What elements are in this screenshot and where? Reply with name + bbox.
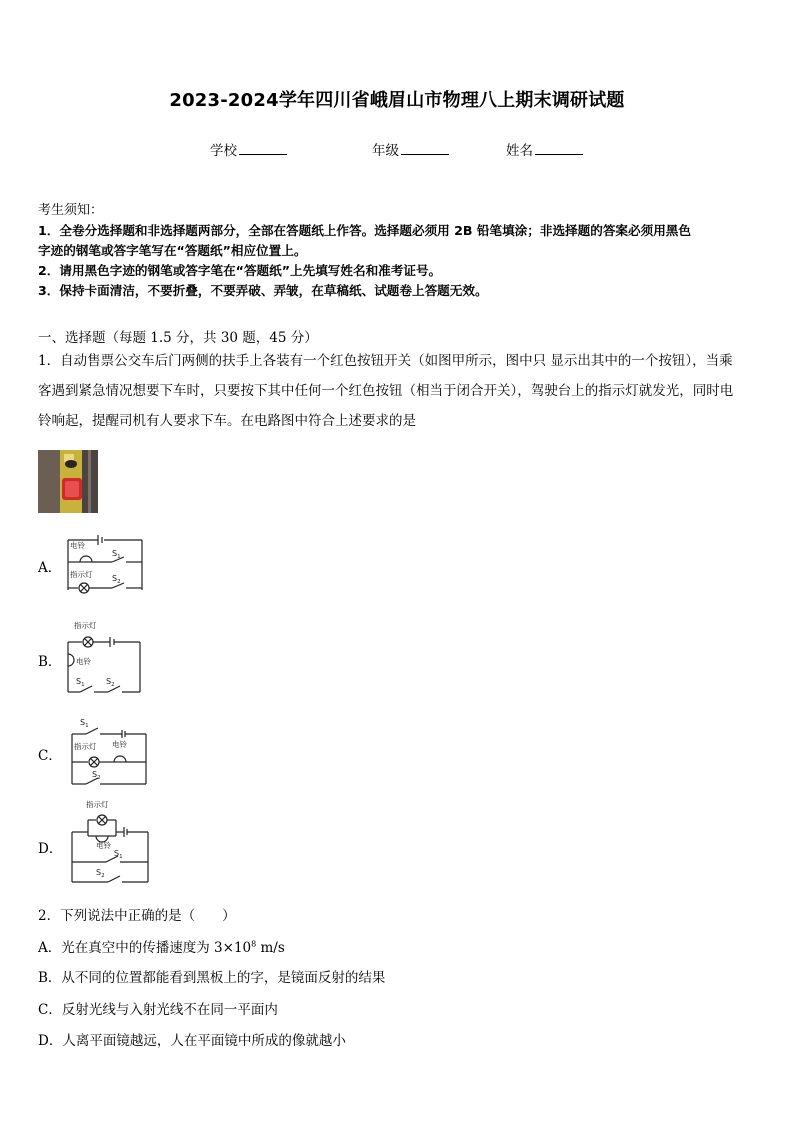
school-field xyxy=(210,139,287,159)
s2-label-a: $S_2$ xyxy=(112,574,121,585)
bell-label-d: 电铃 xyxy=(96,841,111,850)
q1-line-3: 铃响起，提醒司机有人要求下车。在电路图中符合上述要求的是 xyxy=(38,413,416,429)
option-d-label: D． xyxy=(38,841,63,857)
s1-label-d: $S_1$ xyxy=(114,849,123,860)
q2-option-b: B．从不同的位置都能看到黑板上的字，是镜面反射的结果 xyxy=(38,970,386,986)
q1-line-2: 客遇到紧急情况想要下车时，只要按下其中任何一个红色按钮（相当于闭合开关），驾驶台上的指示灯就发光，同时电 xyxy=(38,383,734,399)
circuit-c xyxy=(62,716,150,790)
lamp-label-d: 指示灯 xyxy=(86,800,109,809)
option-c-label: C． xyxy=(38,748,62,764)
school-label: 学校 xyxy=(210,143,237,159)
notice-item-1b: 字迹的钢笔或答字笔写在“答题纸”相应位置上。 xyxy=(38,243,307,258)
question-1-stem xyxy=(38,346,758,436)
notice-heading: 考生须知： xyxy=(38,203,104,218)
section-title: 一、选择题（每题 1.5 分，共 30 题，45 分） xyxy=(38,330,318,346)
name-field xyxy=(506,139,583,159)
s1-label-a: $S_1$ xyxy=(112,549,121,560)
notice-item-2: 2．请用黑色字迹的钢笔或答字笔在“答题纸”上先填写姓名和准考证号。 xyxy=(38,263,442,278)
bell-label-c: 电铃 xyxy=(112,740,127,749)
notice-item-3: 3．保持卡面清洁，不要折叠，不要弄破、弄皱，在草稿纸、试题卷上答题无效。 xyxy=(38,283,488,298)
grade-blank xyxy=(401,142,449,155)
grade-field xyxy=(372,139,449,159)
q2-option-a-exponent: 8 xyxy=(251,939,257,949)
notice-item-1a: 1．全卷分选择题和非选择题两部分，全部在答题纸上作答。选择题必须用 2B 铅笔填涂；非选择题的答案必须用黑色 xyxy=(38,223,691,238)
q2-option-a-unit: m/s xyxy=(256,940,285,956)
s2-label-d: $S_2$ xyxy=(96,868,105,879)
q2-option-c: C．反射光线与入射光线不在同一平面内 xyxy=(38,1002,278,1018)
page-title: 2023-2024学年四川省峨眉山市物理八上期末调研试题 xyxy=(169,90,625,111)
option-b-label: B． xyxy=(38,654,62,670)
bell-label-b: 电铃 xyxy=(76,657,91,666)
circuit-d xyxy=(62,798,152,888)
bus-button-photo xyxy=(38,450,98,513)
grade-label: 年级 xyxy=(372,143,399,159)
s2-label-b: $S_2$ xyxy=(106,677,115,688)
q2-option-a-text: A．光在真空中的传播速度为 3×10 xyxy=(38,940,252,956)
circuit-b xyxy=(62,616,148,698)
s2-label-c: $S_2$ xyxy=(92,770,101,781)
s1-label-b: $S_1$ xyxy=(76,677,85,688)
q1-line-1: 1．自动售票公交车后门两侧的扶手上各装有一个红色按钮开关（如图甲所示，图中只 显示出其中的一个按钮），当乘 xyxy=(38,353,733,369)
school-blank xyxy=(239,142,287,155)
lamp-label-a: 指示灯 xyxy=(70,570,93,579)
name-label: 姓名 xyxy=(506,143,533,159)
bell-label-a: 电铃 xyxy=(70,541,85,550)
question-2-stem: 2．下列说法中正确的是（ ） xyxy=(38,908,236,924)
option-a-label: A． xyxy=(38,560,62,576)
lamp-label-c: 指示灯 xyxy=(74,742,97,751)
s1-label-c: $S_1$ xyxy=(80,718,89,729)
q2-option-d: D．人离平面镜越远，人在平面镜中所成的像就越小 xyxy=(38,1033,346,1049)
circuit-a xyxy=(62,532,148,596)
q2-option-a xyxy=(38,936,285,956)
notice-block xyxy=(38,201,756,301)
lamp-label-b: 指示灯 xyxy=(74,621,97,630)
name-blank xyxy=(535,142,583,155)
